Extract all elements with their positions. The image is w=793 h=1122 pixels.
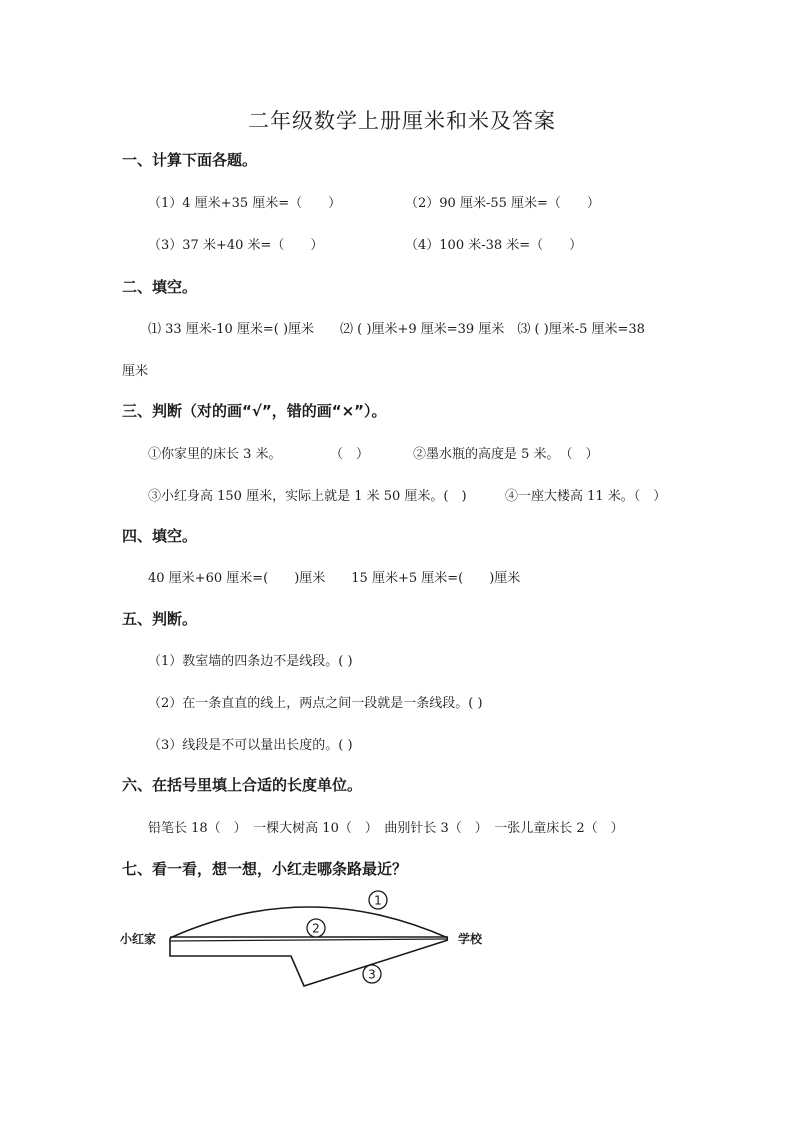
start-label-xiaohong-home: 小红家 (120, 932, 157, 946)
judge-5-3: （3）线段是不可以量出长度的。( ) (148, 738, 353, 753)
question-1-1: （1）4 厘米+35 厘米=（ ） (148, 196, 342, 211)
section-7-heading: 七、看一看，想一想，小红走哪条路最近？ (122, 860, 408, 878)
route-1-label: 1 (374, 893, 382, 908)
section-6-heading: 六、在括号里填上合适的长度单位。 (122, 776, 363, 794)
judge-5-2: （2）在一条直直的线上，两点之间一段就是一条线段。( ) (148, 696, 483, 711)
units-line: 铅笔长 18（ ） 一棵大树高 10（ ） 曲别针长 3（ ） 一张儿童床长 2（ ） (148, 821, 624, 836)
judge-5-1: （1）教室墙的四条边不是线段。( ) (148, 654, 353, 669)
route-3-label: 3 (368, 967, 376, 982)
judge-3-4: ④一座大楼高 11 米。（ ） (505, 489, 667, 504)
route-2-line-lower (170, 939, 448, 941)
question-1-2: （2）90 厘米-55 厘米=（ ） (405, 196, 600, 211)
section-4-heading: 四、填空。 (122, 527, 198, 545)
end-label-school: 学校 (458, 932, 483, 946)
question-1-4: （4）100 米-38 米=（ ） (405, 238, 583, 253)
page-title: 二年级数学上册厘米和米及答案 (248, 109, 556, 133)
route-diagram (118, 880, 498, 1000)
route-3-path (170, 938, 448, 986)
route-2-label: 2 (312, 921, 320, 936)
section-3-heading: 三、判断（对的画“√”，错的画“×”）。 (122, 402, 387, 420)
judge-3-3: ③小红身高 150 厘米，实际上就是 1 米 50 厘米。( ) (148, 489, 467, 504)
judge-3-2: ②墨水瓶的高度是 5 米。 （ ） (413, 447, 599, 462)
section-2-heading: 二、填空。 (122, 278, 198, 296)
judge-3-1: ①你家里的床长 3 米。 (148, 447, 282, 462)
fill-blank-line-2: 厘米 (122, 364, 149, 379)
judge-3-1-blank: （ ） (330, 447, 370, 462)
section-1-heading: 一、计算下面各题。 (122, 151, 258, 169)
question-1-3: （3）37 米+40 米=（ ） (148, 238, 324, 253)
fill-blank-4: 40 厘米+60 厘米=( )厘米 15 厘米+5 厘米=( )厘米 (148, 571, 521, 586)
section-5-heading: 五、判断。 (122, 610, 198, 628)
fill-blank-line-1: ⑴ 33 厘米-10 厘米=( )厘米 ⑵ ( )厘米+9 厘米=39 厘米 ⑶ ( )厘米-5 厘米=38 (148, 322, 645, 337)
